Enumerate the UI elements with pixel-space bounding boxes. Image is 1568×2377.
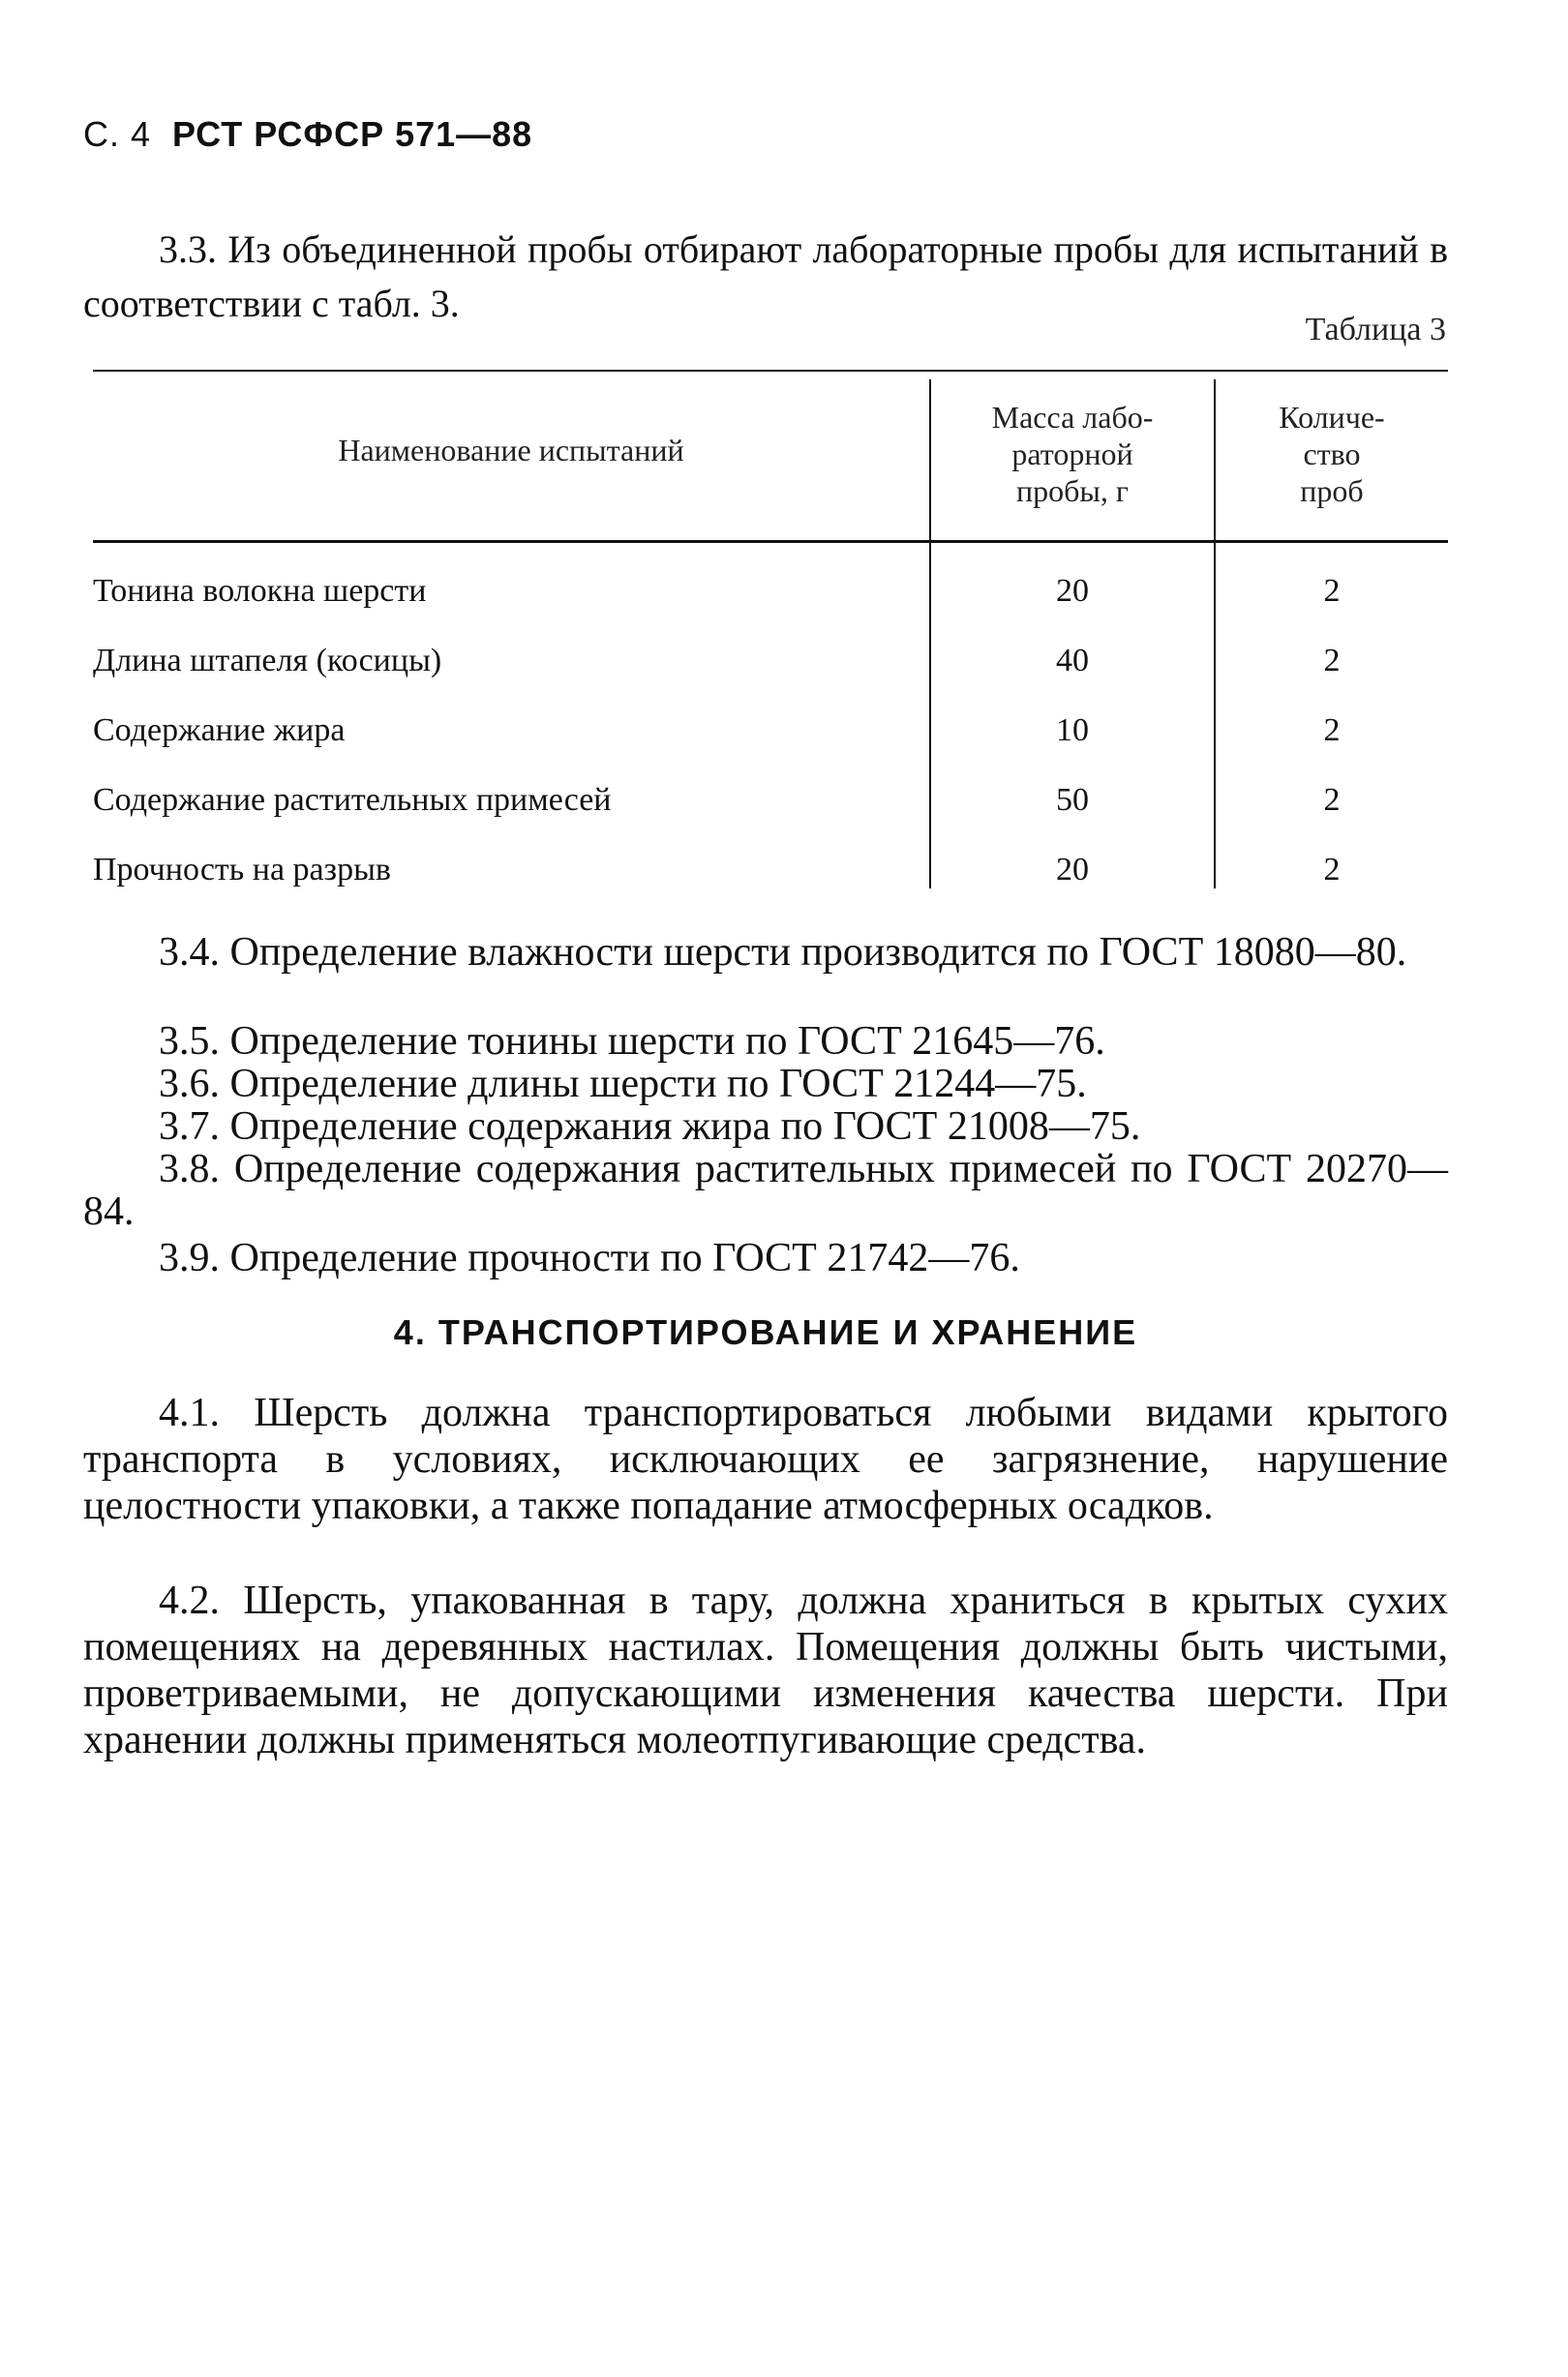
cell-sample-mass: 10 bbox=[1056, 712, 1089, 748]
header-line: Масса лабо- bbox=[991, 400, 1154, 435]
table-row bbox=[93, 840, 1448, 910]
cell-test-name: Длина штапеля (косицы) bbox=[93, 643, 442, 678]
cell-sample-count: 2 bbox=[1323, 573, 1341, 609]
column-header-sample-mass bbox=[931, 399, 1214, 509]
standard-designation: РСТ РСФСР 571—88 bbox=[172, 114, 533, 154]
column-header-test-name: Наименование испытаний bbox=[338, 433, 684, 467]
cell-test-name: Прочность на разрыв bbox=[93, 852, 391, 888]
clause-4-1: 4.1. Шерсть должна транспортироваться любыми видами крытого транспорта в условиях, исключающих ее загрязнение, нарушение целостности упаковки, а также попадание атмосферных осадков. bbox=[83, 1391, 1448, 1528]
cell-sample-mass: 20 bbox=[1056, 852, 1089, 888]
cell-sample-count: 2 bbox=[1323, 643, 1341, 678]
cell-test-name: Содержание жира bbox=[93, 712, 346, 748]
clause-4-2: 4.2. Шерсть, упакованная в тару, должна храниться в крытых сухих помещениях на деревянных настилах. Помещения должны быть чистыми, проветриваемыми, не допускающими изменения качества шерсти. При хранении должны применяться молеотпугивающие средства. bbox=[83, 1579, 1448, 1762]
clause-3-7: 3.7. Определение содержания жира по ГОСТ 21008—75. bbox=[159, 1104, 1141, 1149]
header-line: Количе- bbox=[1279, 400, 1385, 435]
cell-sample-mass: 20 bbox=[1056, 573, 1089, 609]
clause-3-3: 3.3. Из объединенной пробы отбирают лабораторные пробы для испытаний в соответствии с табл. 3. bbox=[83, 227, 1448, 325]
clause-3-4: 3.4. Определение влажности шерсти производится по ГОСТ 18080—80. bbox=[159, 930, 1407, 975]
cell-test-name: Содержание растительных примесей bbox=[93, 782, 612, 818]
table-caption: Таблица 3 bbox=[1305, 312, 1446, 347]
running-header bbox=[83, 114, 532, 155]
table-row bbox=[93, 701, 1448, 770]
cell-sample-mass: 40 bbox=[1056, 643, 1089, 678]
cell-test-name: Тонина волокна шерсти bbox=[93, 573, 427, 609]
table-row bbox=[93, 631, 1448, 701]
table-top-rule bbox=[93, 370, 1448, 372]
table-row bbox=[93, 561, 1448, 631]
clause-3-5: 3.5. Определение тонины шерсти по ГОСТ 21645—76. bbox=[159, 1019, 1105, 1064]
cell-sample-count: 2 bbox=[1323, 852, 1341, 888]
table-header-rule bbox=[93, 540, 1448, 543]
header-line: пробы, г bbox=[1015, 473, 1130, 508]
cell-sample-count: 2 bbox=[1323, 712, 1341, 748]
cell-sample-count: 2 bbox=[1323, 782, 1341, 818]
cell-sample-mass: 50 bbox=[1056, 782, 1089, 818]
table-row bbox=[93, 770, 1448, 840]
section-title: 4. ТРАНСПОРТИРОВАНИЕ И ХРАНЕНИЕ bbox=[393, 1312, 1138, 1352]
header-line: проб bbox=[1300, 473, 1364, 508]
header-line: ство bbox=[1303, 436, 1361, 471]
column-header-sample-count bbox=[1216, 399, 1448, 509]
header-line: раторной bbox=[1011, 436, 1133, 471]
clause-3-6: 3.6. Определение длины шерсти по ГОСТ 21244—75. bbox=[159, 1062, 1087, 1106]
page-number: С. 4 bbox=[83, 114, 152, 154]
clause-3-9: 3.9. Определение прочности по ГОСТ 21742—76. bbox=[159, 1236, 1020, 1280]
clause-3-8: 3.8. Определение содержания растительных примесей по ГОСТ 20270—84. bbox=[83, 1147, 1448, 1234]
